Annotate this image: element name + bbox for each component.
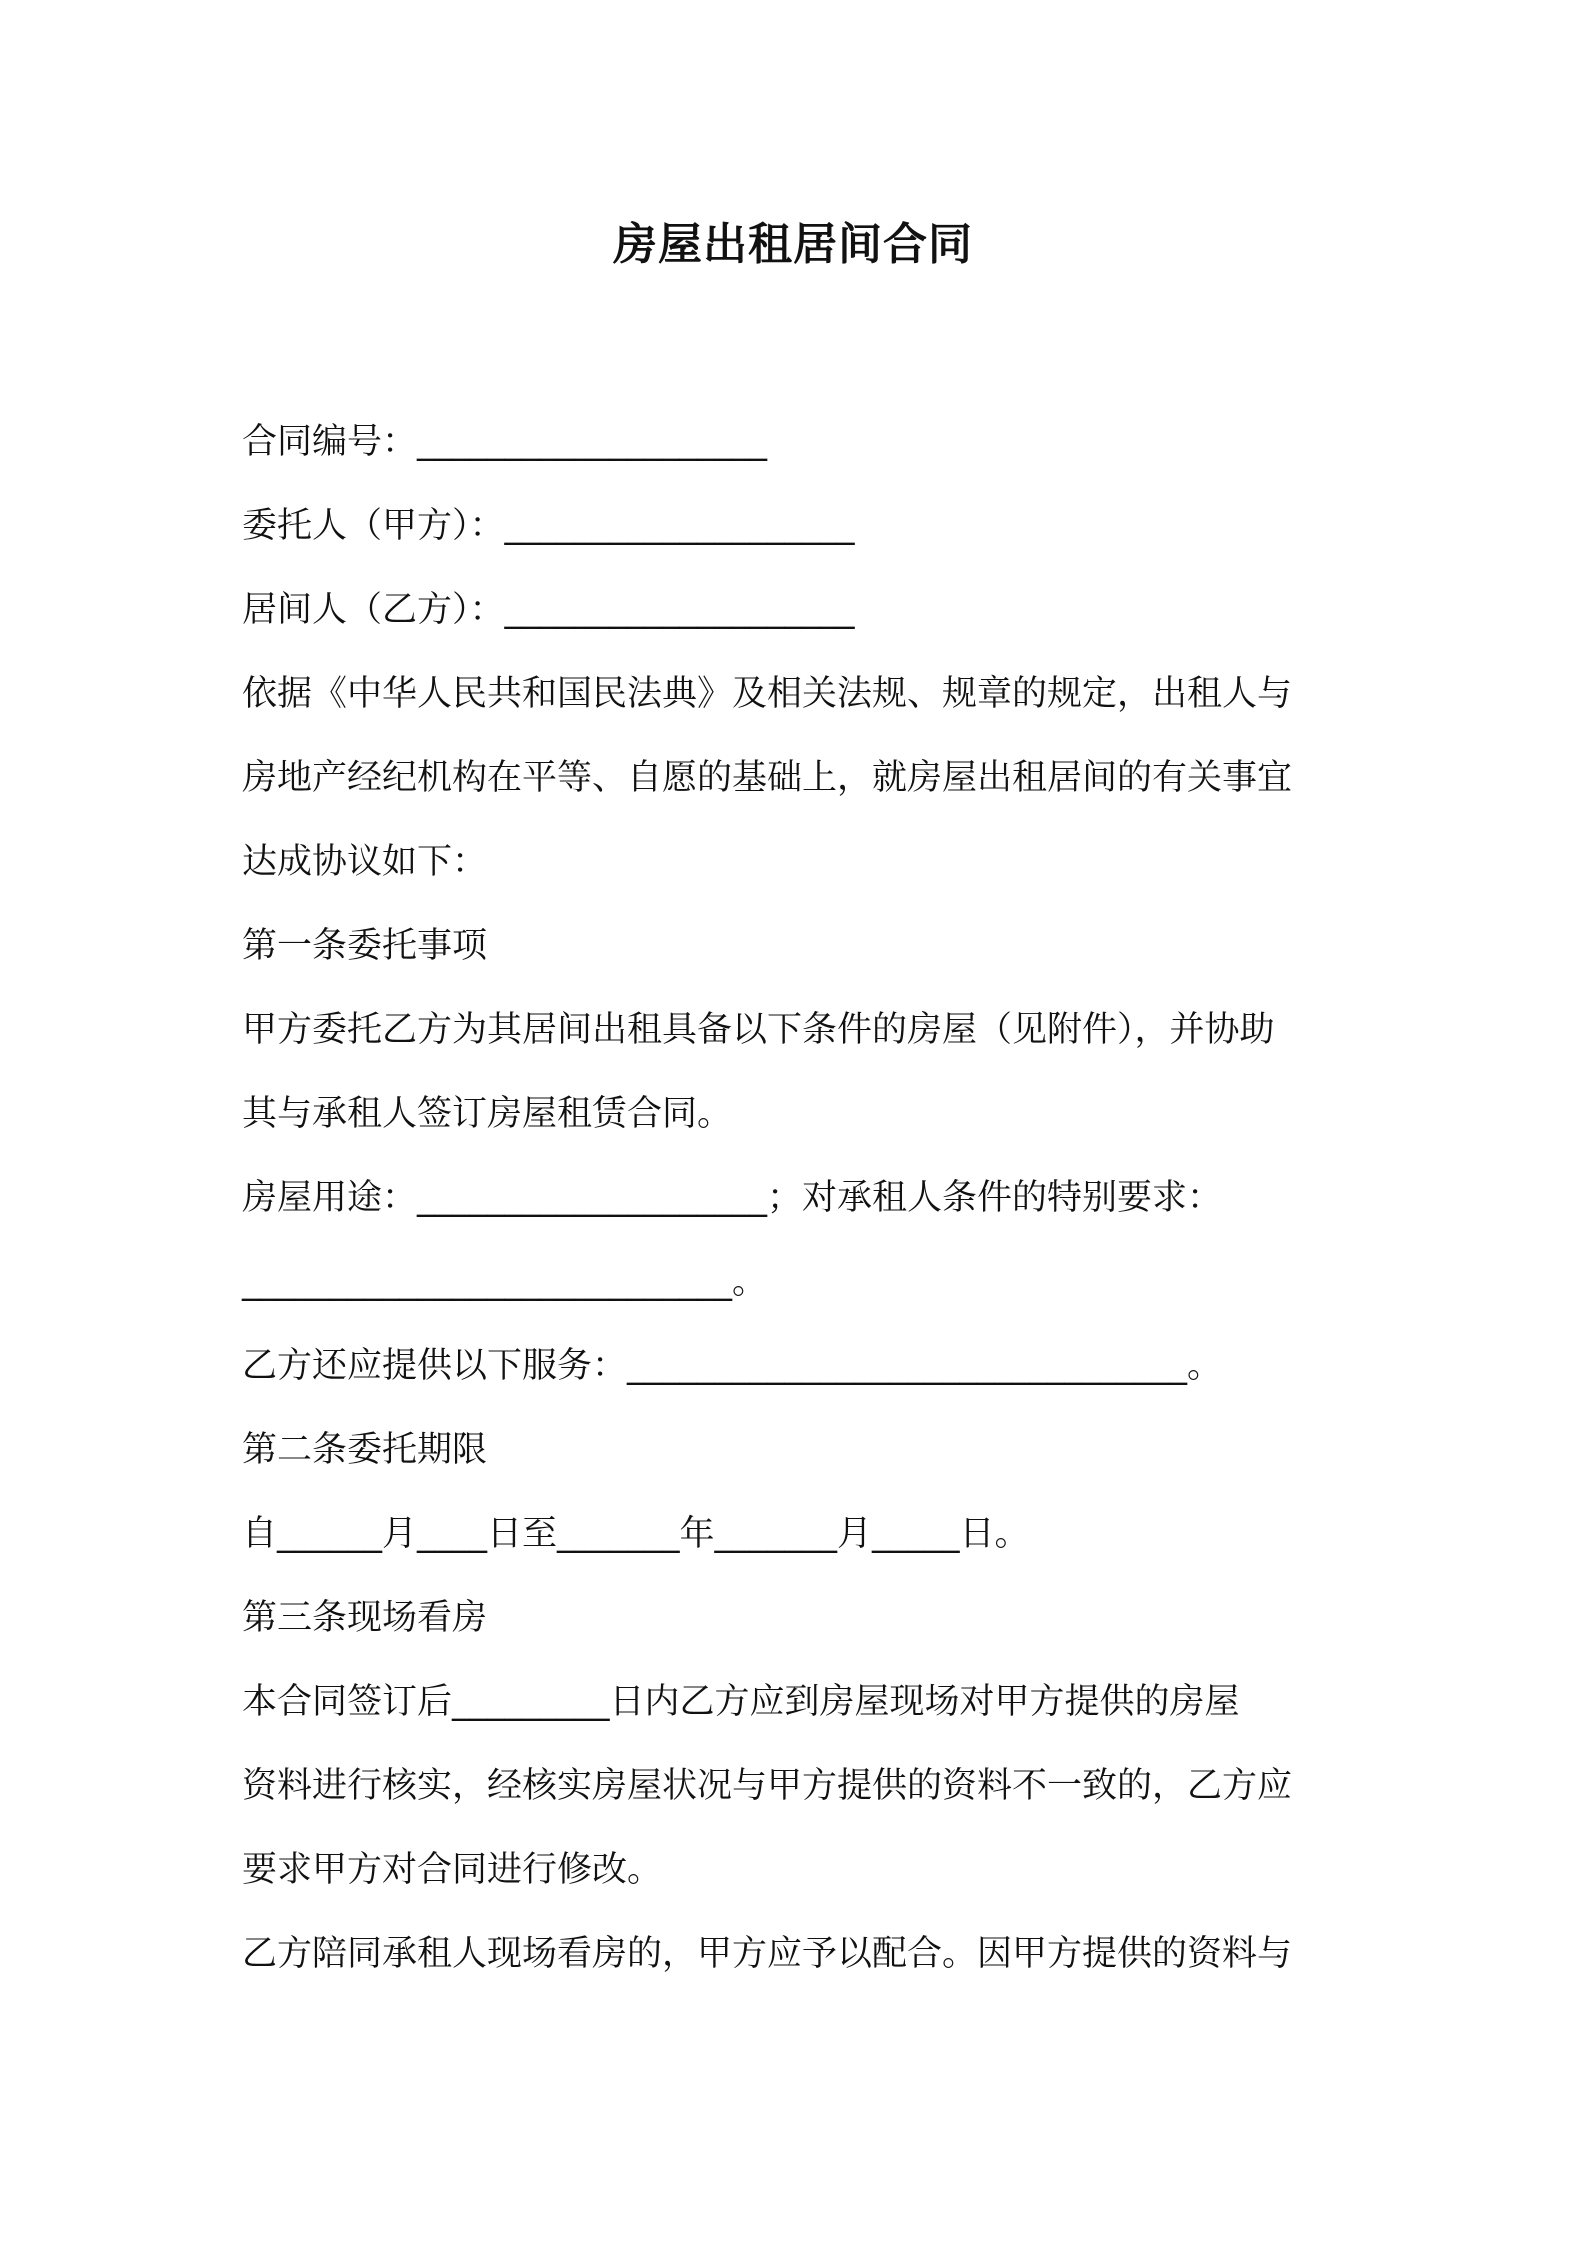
preamble-line-2: 房地产经纪机构在平等、自愿的基础上，就房屋出租居间的有关事宜	[242, 758, 1293, 798]
broker-party-b-line: 居间人（乙方）：____________________	[242, 590, 855, 630]
tenant-requirements-line: ____________________________。	[242, 1262, 768, 1302]
client-party-a-line: 委托人（甲方）：____________________	[242, 506, 855, 546]
contract-body	[242, 400, 1362, 1996]
article-2-heading: 第二条委托期限	[242, 1430, 488, 1470]
preamble-line-1: 依据《中华人民共和国民法典》及相关法规、规章的规定，出租人与	[242, 674, 1293, 714]
article-1-text-line-1: 甲方委托乙方为其居间出租具备以下条件的房屋（见附件），并协助	[242, 1010, 1275, 1050]
article-2-period-line: 自______月____日至_______年_______月_____日。	[242, 1514, 1030, 1554]
house-use-line: 房屋用途：____________________；对承租人条件的特别要求：	[242, 1178, 1223, 1218]
page-title: 房屋出租居间合同	[613, 219, 973, 270]
article-3-text-line-3: 要求甲方对合同进行修改。	[242, 1850, 663, 1890]
article-3-heading: 第三条现场看房	[242, 1598, 488, 1638]
article-1-heading: 第一条委托事项	[242, 926, 488, 966]
preamble-line-3: 达成协议如下：	[242, 842, 488, 882]
article-3-text-line-4: 乙方陪同承租人现场看房的，甲方应予以配合。因甲方提供的资料与	[242, 1934, 1293, 1974]
article-3-text-line-1: 本合同签订后_________日内乙方应到房屋现场对甲方提供的房屋	[242, 1682, 1240, 1722]
contract-number-line: 合同编号：____________________	[242, 422, 768, 462]
article-1-text-line-2: 其与承租人签订房屋租赁合同。	[242, 1094, 733, 1134]
article-3-text-line-2: 资料进行核实，经核实房屋状况与甲方提供的资料不一致的，乙方应	[242, 1766, 1293, 1806]
additional-services-line: 乙方还应提供以下服务：________________________________。	[242, 1346, 1223, 1386]
